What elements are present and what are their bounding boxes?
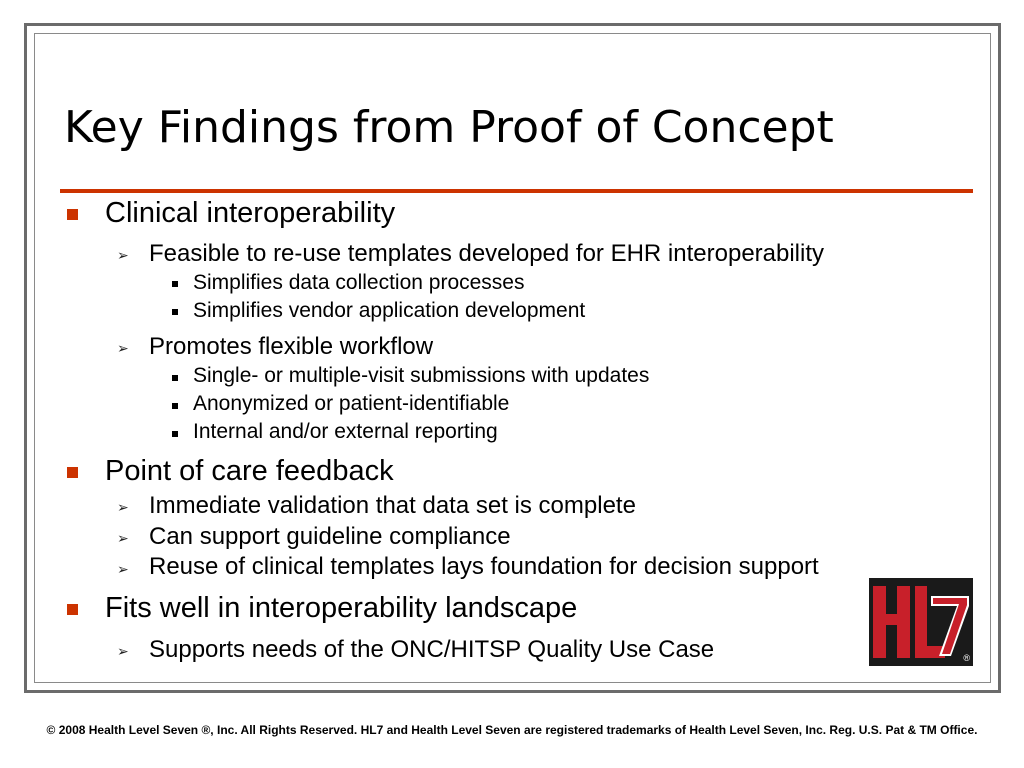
- bullet-square-icon: [67, 467, 78, 478]
- list-item: Promotes flexible workflow: [149, 333, 434, 360]
- arrow-bullet-icon: ➢: [117, 499, 129, 515]
- small-square-bullet-icon: [172, 431, 178, 437]
- copyright-footer: © 2008 Health Level Seven ®, Inc. All Rights Reserved. HL7 and Health Level Seven are registered trademarks of Health Level Seven, Inc. Reg. U.S. Pat & TM Office.: [46, 723, 978, 737]
- list-item: Can support guideline compliance: [149, 523, 511, 550]
- section-heading: Fits well in interoperability landscape: [105, 592, 578, 624]
- registered-mark: ®: [963, 653, 970, 663]
- arrow-bullet-icon: ➢: [117, 247, 129, 263]
- hl7-logo-icon: [869, 578, 973, 666]
- small-square-bullet-icon: [172, 375, 178, 381]
- bullet-square-icon: [67, 604, 78, 615]
- arrow-bullet-icon: ➢: [117, 643, 129, 659]
- list-item: Single- or multiple-visit submissions with updates: [193, 364, 650, 387]
- list-item: Internal and/or external reporting: [193, 420, 498, 443]
- small-square-bullet-icon: [172, 281, 178, 287]
- bullet-square-icon: [67, 209, 78, 220]
- list-item: Simplifies vendor application development: [193, 299, 586, 322]
- slide-title: Key Findings from Proof of Concept: [64, 102, 834, 153]
- small-square-bullet-icon: [172, 309, 178, 315]
- list-item: Simplifies data collection processes: [193, 271, 525, 294]
- list-item: Immediate validation that data set is complete: [149, 492, 636, 519]
- arrow-bullet-icon: ➢: [117, 530, 129, 546]
- list-item: Feasible to re-use templates developed for EHR interoperability: [149, 240, 825, 267]
- list-item: Supports needs of the ONC/HITSP Quality Use Case: [149, 636, 715, 663]
- arrow-bullet-icon: ➢: [117, 561, 129, 577]
- section-heading: Point of care feedback: [105, 455, 394, 487]
- hl7-logo: [869, 578, 973, 666]
- list-item: Reuse of clinical templates lays foundation for decision support: [149, 553, 819, 580]
- list-item: Anonymized or patient-identifiable: [193, 392, 510, 415]
- arrow-bullet-icon: ➢: [117, 340, 129, 356]
- small-square-bullet-icon: [172, 403, 178, 409]
- section-heading: Clinical interoperability: [105, 197, 396, 229]
